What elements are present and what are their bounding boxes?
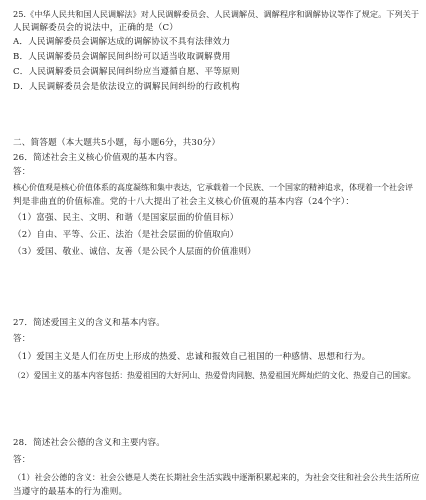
q26-paragraph-line2: 判是非曲直的价值标准。党的十八大提出了社会主义核心价值观的基本内容（24个字）： [13, 197, 355, 207]
q28-question: 28．简述社会公德的含义和主要内容。 [13, 438, 166, 448]
q26-question: 26．简述社会主义核心价值观的基本内容。 [13, 153, 183, 163]
q25-stem-line2: 人民调解委员会的说法中，正确的是（C） [13, 23, 179, 33]
q26-point-1: （1）富强、民主、文明、和谐（是国家层面的价值目标） [13, 213, 239, 223]
q28-paragraph-line2: 当遵守的最基本的行为准则。 [13, 487, 128, 497]
q28-paragraph-line1: （1）社会公德的含义：社会公德是人类在长期社会生活实践中逐渐积累起来的，为社会交往和社会公共生活所应 [13, 472, 420, 482]
q26-point-2: （2）自由、平等、公正、法治（是社会层面的价值取向） [13, 230, 239, 240]
q25-option-c: C．人民调解委员会调解民间纠纷应当遵循自愿、平等原则 [13, 67, 240, 77]
section-heading: 二、简答题（本大题共5小题，每小题6分，共30分） [13, 138, 221, 148]
q27-answer-label: 答： [13, 334, 31, 344]
q26-paragraph-line1: 核心价值观是核心价值体系的高度凝练和集中表达，它承载着一个民族、一个国家的精神追求，体现着一个社会评 [13, 183, 413, 192]
q25-option-a: A．人民调解委员会调解达成的调解协议不具有法律效力 [13, 37, 231, 47]
q27-question: 27．简述爱国主义的含义和基本内容。 [13, 318, 166, 328]
q27-point-2: （2）爱国主义的基本内容包括：热爱祖国的大好河山、热爱骨肉同胞、热爱祖国光辉灿烂的文化、热爱自己的国家。 [13, 371, 416, 380]
q25-option-d: D．人民调解委员会是依法设立的调解民间纠纷的行政机构 [13, 82, 240, 92]
q27-point-1: （1）爱国主义是人们在历史上形成的热爱、忠诚和报效自己祖国的一种感情、思想和行为。 [13, 352, 371, 362]
q26-answer-label: 答： [13, 167, 31, 177]
q25-option-b: B．人民调解委员会调解民间纠纷可以适当收取调解费用 [13, 52, 231, 62]
q26-point-3: （3）爱国、敬业、诚信、友善（是公民个人层面的价值准则） [13, 247, 257, 257]
q28-answer-label: 答： [13, 455, 31, 465]
q25-stem-line1: 25.《中华人民共和国人民调解法》对人民调解委员会、人民调解员、调解程序和调解协议等作了规定。下列关于 [13, 9, 420, 19]
